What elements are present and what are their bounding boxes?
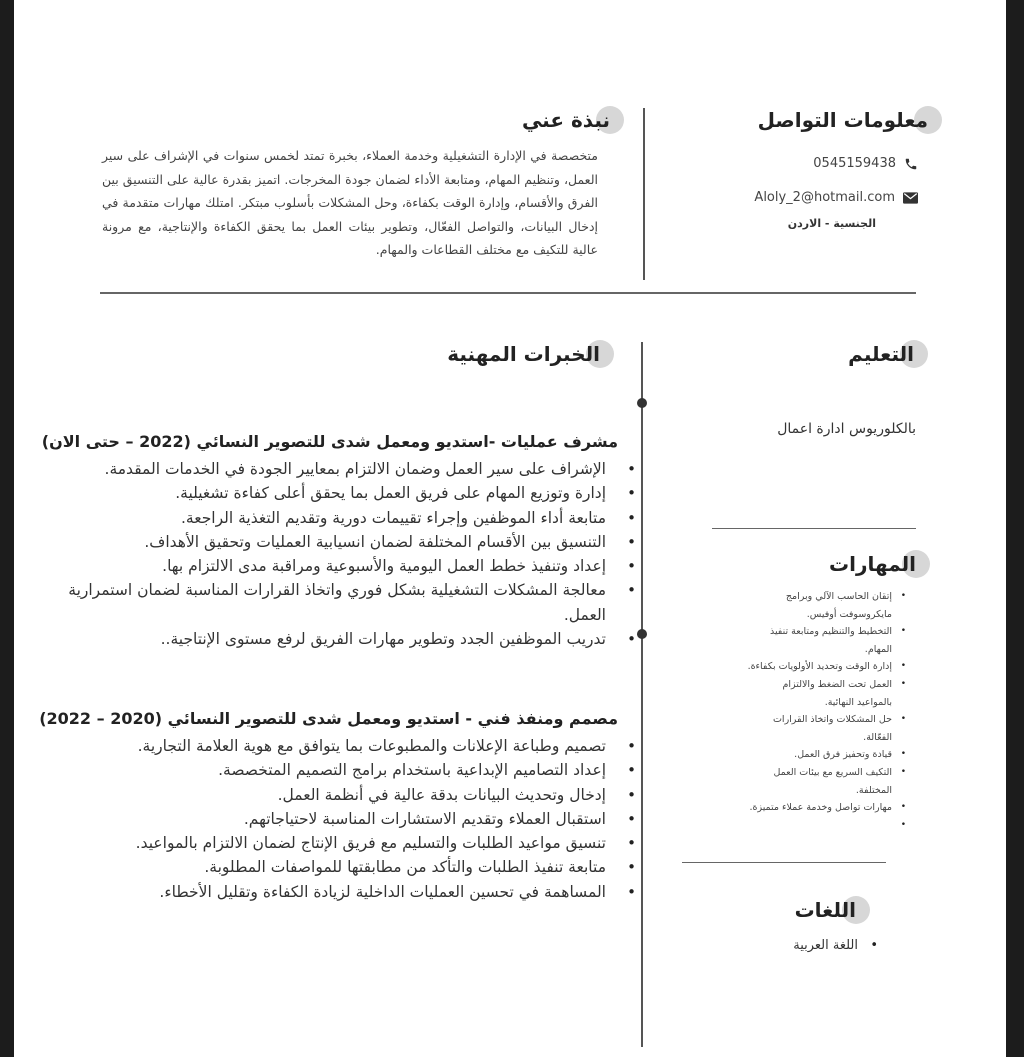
skill-item: • التخطيط والتنظيم ومتابعة تنفيذ المهام. <box>746 623 906 658</box>
about-text: متخصصة في الإدارة التشغيلية وخدمة العملاء، بخبرة تمتد لخمس سنوات في الإشراف على سير العمل، وتنظيم المهام، ومتابعة الأداء لضمان جودة المخرجات. اتميز بقدرة عالية على التنسيق بين الفرق والأقسام، وإدارة الوقت بكفاءة، وحل المشكلات بأسلوب مبتكر. امتلك مهارات متقدمة في إدخال البيانات، والتواصل الفعّال، وتطوير بيئات العمل بما يحقق الكفاءة والإنتاجية، مع مرونة عالية للتكيف مع مختلف القطاعات والمهام. <box>102 148 598 257</box>
job-duties-list <box>56 457 636 651</box>
cv-page <box>14 0 1006 1057</box>
education-heading: التعليم <box>848 342 914 366</box>
duty-item: • إعداد وتنفيذ خطط العمل اليومية والأسبوعية ومراقبة مدى الالتزام بها. <box>56 554 636 578</box>
duty-item: • إدخال وتحديث البيانات بدقة عالية في أنظمة العمل. <box>56 783 636 807</box>
timeline-dot <box>637 629 647 639</box>
phone-row <box>813 156 918 171</box>
skill-item: • التكيف السريع مع بيئات العمل المختلفة. <box>746 764 906 799</box>
skill-item: • إتقان الحاسب الآلي وبرامج مايكروسوفت أوفيس. <box>746 588 906 623</box>
about-heading: نبذة عني <box>522 108 610 132</box>
skill-item: • إدارة الوقت وتحديد الأولويات بكفاءة. <box>746 658 906 676</box>
language-item: • اللغة العربية <box>793 936 878 956</box>
education-degree: بالكلوريوس ادارة اعمال <box>777 421 916 437</box>
phone-icon <box>904 157 918 171</box>
duty-item: • استقبال العملاء وتقديم الاستشارات المناسبة لاحتياجاتهم. <box>56 807 636 831</box>
phone-number: 0545159438 <box>813 156 896 171</box>
top-vertical-divider <box>643 108 645 280</box>
skills-divider <box>682 862 886 863</box>
duty-item: • تصميم وطباعة الإعلانات والمطبوعات بما يتوافق مع هوية العلامة التجارية. <box>56 734 636 758</box>
duty-item: • متابعة أداء الموظفين وإجراء تقييمات دورية وتقديم التغذية الراجعة. <box>56 506 636 530</box>
languages-heading: اللغات <box>795 898 856 922</box>
education-divider <box>712 528 916 529</box>
skills-heading: المهارات <box>829 552 916 576</box>
job-duties-list <box>56 734 636 904</box>
nationality: الجنسية - الاردن <box>787 217 876 230</box>
duty-item: • الإشراف على سير العمل وضمان الالتزام بمعايير الجودة في الخدمات المقدمة. <box>56 457 636 481</box>
duty-item: • إدارة وتوزيع المهام على فريق العمل بما يحقق أعلى كفاءة تشغيلية. <box>56 481 636 505</box>
duty-item: • تنسيق مواعيد الطلبات والتسليم مع فريق الإنتاج لضمان الالتزام بالمواعيد. <box>56 831 636 855</box>
email-row <box>754 190 918 205</box>
timeline-dot <box>637 398 647 408</box>
duty-item: • المساهمة في تحسين العمليات الداخلية لزيادة الكفاءة وتقليل الأخطاء. <box>56 880 636 904</box>
contact-heading: معلومات التواصل <box>758 108 928 132</box>
job-title: مشرف عمليات -استديو ومعمل شدى للتصوير النسائي (2022 – حتى الان) <box>41 432 618 451</box>
duty-item: • متابعة تنفيذ الطلبات والتأكد من مطابقتها للمواصفات المطلوبة. <box>56 855 636 879</box>
experience-heading: الخبرات المهنية <box>447 342 600 366</box>
duty-item: • معالجة المشكلات التشغيلية بشكل فوري واتخاذ القرارات المناسبة لضمان استمرارية العمل. <box>56 578 636 627</box>
email-address: Aloly_2@hotmail.com <box>754 190 895 205</box>
job-title: مصمم ومنفذ فني - استديو ومعمل شدى للتصوير النسائي (2020 – 2022) <box>39 709 618 728</box>
skill-item: • حل المشكلات واتخاذ القرارات الفعّالة. <box>746 711 906 746</box>
duty-item: • تدريب الموظفين الجدد وتطوير مهارات الفريق لرفع مستوى الإنتاجية.. <box>56 627 636 651</box>
skills-list <box>746 588 906 817</box>
skill-item: • قيادة وتحفيز فرق العمل. <box>746 746 906 764</box>
envelope-icon <box>903 192 918 204</box>
timeline-line <box>641 342 643 1047</box>
top-horizontal-divider <box>100 292 916 294</box>
skill-item: • مهارات تواصل وخدمة عملاء متميزة. <box>746 799 906 817</box>
duty-item: • إعداد التصاميم الإبداعية باستخدام برامج التصميم المتخصصة. <box>56 758 636 782</box>
skill-item: • العمل تحت الضغط والالتزام بالمواعيد النهائية. <box>746 676 906 711</box>
duty-item: • التنسيق بين الأقسام المختلفة لضمان انسيابية العمليات وتحقيق الأهداف. <box>56 530 636 554</box>
languages-list <box>793 936 878 956</box>
